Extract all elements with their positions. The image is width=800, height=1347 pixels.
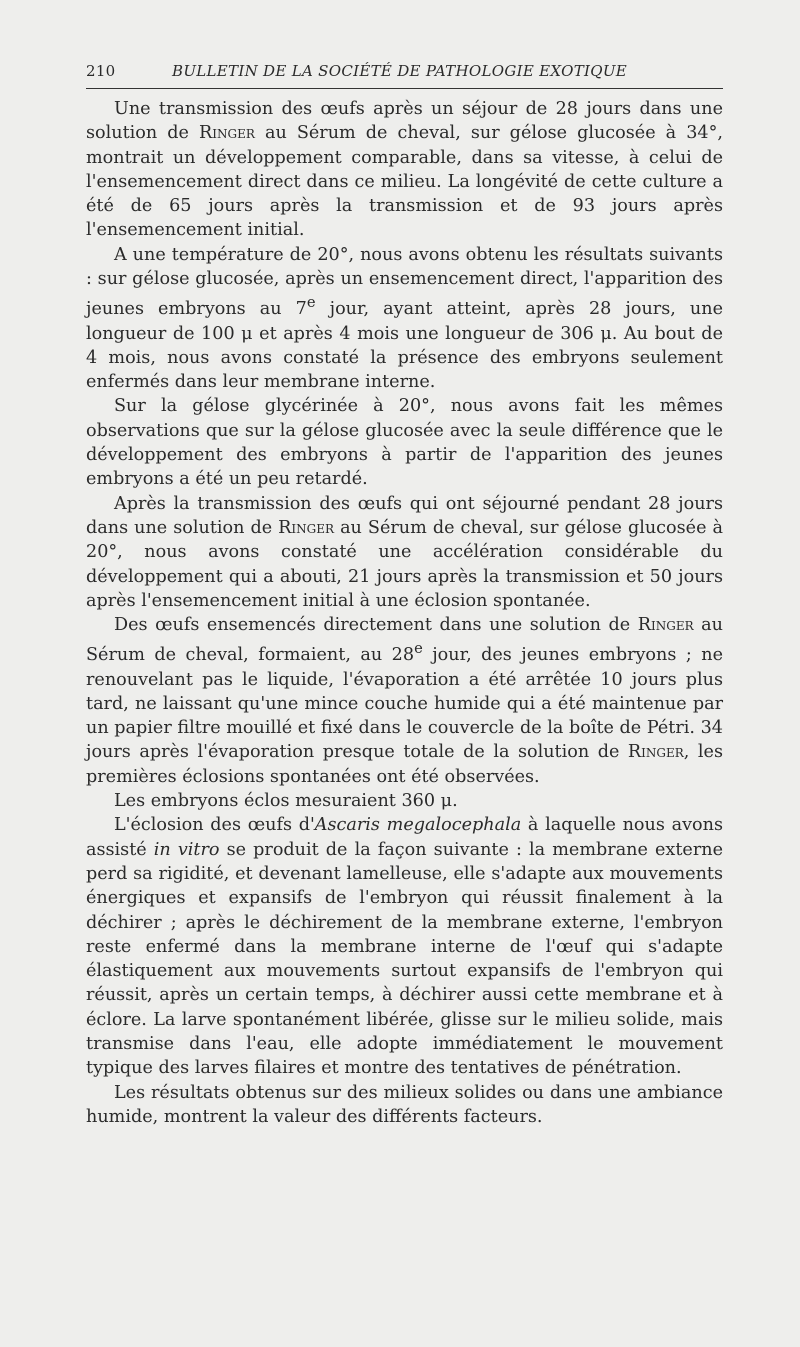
paragraph-1: Une transmission des œufs après un séjour de 28 jours dans une solution de Ringer au Sérum de cheval, sur gélose glucosée à 34°, montrait un développement comparable, dans sa vitesse, à celui de l'ensemencement direct dans ce milieu. La longévité de cette culture a été de 65 jours après la transmission et de 93 jours après l'ensemencement initial. — [86, 99, 723, 241]
page-header — [86, 62, 723, 86]
paragraph-7: L'éclosion des œufs d'Ascaris megalocephala à laquelle nous avons assisté in vitro se produit de la façon suivante : la membrane externe perd sa rigidité, et devenant lamelleuse, elle s'adapte aux mouvements énergiques et expansifs de l'embryon qui réussit finalement à la déchirer ; après le déchirement de la membrane externe, l'embryon reste enfermé dans la membrane interne de l'œuf qui s'adapte élastiquement aux mouvements surtout expansifs de l'embryon qui réussit, après un certain temps, à déchirer aussi cette membrane et à éclore. La larve spontanément libérée, glisse sur le milieu solide, mais transmise dans l'eau, elle adopte immédiatement le mouvement typique des larves filaires et montre des tentatives de pénétration. — [86, 815, 723, 1079]
body-text — [86, 97, 723, 1129]
paragraph-5: Des œufs ensemencés directement dans une solution de Ringer au Sérum de cheval, formaient, au 28e jour, des jeunes embryons ; ne renouvelant pas le liquide, l'évaporation a été arrêtée 10 jours plus tard, ne laissant qu'une mince couche humide qui a été maintenue par un papier filtre mouillé et fixé dans le couvercle de la boîte de Pétri. 34 jours après l'évaporation presque totale de la solution de Ringer, les premières éclosions spontanées ont été observées. — [86, 615, 723, 787]
paragraph-8: Les résultats obtenus sur des milieux solides ou dans une ambiance humide, montrent la valeur des différents facteurs. — [86, 1082, 723, 1127]
paragraph-2: A une température de 20°, nous avons obtenu les résultats suivants : sur gélose glucosée, après un ensemencement direct, l'apparition des jeunes embryons au 7e jour, ayant atteint, après 28 jours, une longueur de 100 μ et après 4 mois une longueur de 306 μ. Au bout de 4 mois, nous avons constaté la présence des embryons seulement enfermés dans leur membrane interne. — [86, 244, 723, 393]
header-rule — [86, 88, 723, 89]
paragraph-3: Sur la gélose glycérinée à 20°, nous avons fait les mêmes observations que sur la gélose glucosée avec la seule différence que le développement des embryons à partir de l'apparition des jeunes embryons a été un peu retardé. — [86, 396, 723, 490]
paragraph-4: Après la transmission des œufs qui ont séjourné pendant 28 jours dans une solution de Ringer au Sérum de cheval, sur gélose glucosée à 20°, nous avons constaté une accélération considérable du développement qui a abouti, 21 jours après la transmission et 50 jours après l'ensemencement initial à une éclosion spontanée. — [86, 493, 723, 611]
running-head: BULLETIN DE LA SOCIÉTÉ DE PATHOLOGIE EXOTIQUE — [172, 62, 628, 80]
page-number: 210 — [86, 62, 116, 80]
paragraph-6: Les embryons éclos mesuraient 360 μ. — [114, 791, 458, 812]
